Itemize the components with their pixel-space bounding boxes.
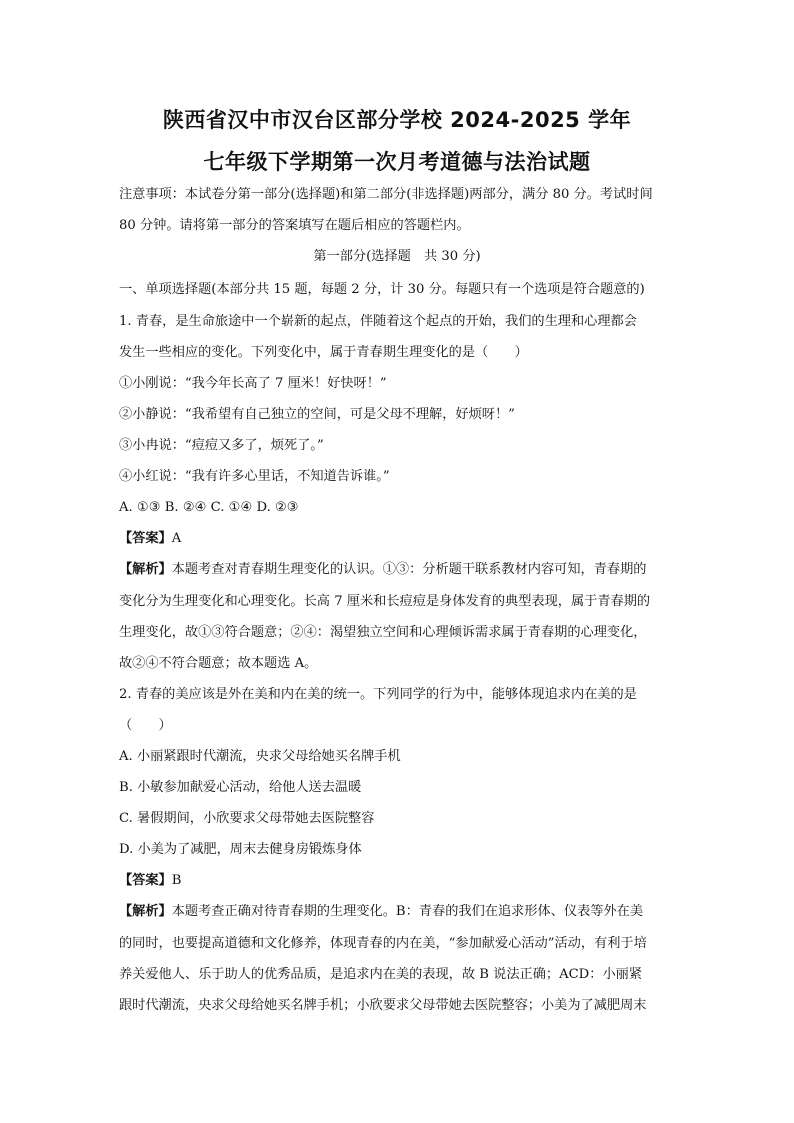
q1-analysis-text-1: 本题考查对青春期生理变化的认识。①③：分析题干联系教材内容可知，青春期的 bbox=[171, 562, 647, 577]
q1-analysis-line1 bbox=[119, 561, 679, 579]
q2-analysis-line3: 养关爱他人、乐于助人的优秀品质，是追求内在美的表现，故 B 说法正确；ACD：小丽紧 bbox=[119, 967, 643, 982]
q1-options: A. ①③ B. ②④ C. ①④ D. ②③ bbox=[119, 500, 299, 515]
q1-stem-line1: 1. 青春，是生命旅途中一个崭新的起点，伴随着这个起点的开始，我们的生理和心理都会 bbox=[119, 314, 637, 329]
q2-option-c: C. 暑假期间，小欣要求父母带她去医院整容 bbox=[119, 811, 375, 826]
q2-analysis-label: 【解析】 bbox=[119, 904, 172, 919]
q2-analysis-line2: 的同时，也要提高道德和文化修养，体现青春的内在美，“参加献爱心活动”活动，有利于培 bbox=[119, 936, 647, 951]
q1-answer-label: 【答案】 bbox=[119, 531, 172, 546]
q1-item-2: ②小静说：“我希望有自己独立的空间，可是父母不理解，好烦呀！” bbox=[119, 407, 515, 422]
q2-analysis-line4: 跟时代潮流，央求父母给她买名牌手机；小欣要求父母带她去医院整容；小美为了减肥周末 bbox=[119, 998, 647, 1013]
q2-analysis-line1 bbox=[119, 903, 679, 921]
part1-heading: 第一部分(选择题 共 30 分) bbox=[313, 249, 481, 264]
q1-answer bbox=[119, 530, 679, 548]
q2-stem-line1: 2. 青春的美应该是外在美和内在美的统一。下列同学的行为中，能够体现追求内在美的是 bbox=[119, 687, 637, 702]
q2-option-b: B. 小敏参加献爱心活动，给他人送去温暖 bbox=[119, 780, 362, 795]
q1-analysis-line2: 变化分为生理变化和心理变化。长高 7 厘米和长痘痘是身体发育的典型表现，属于青春期的 bbox=[119, 594, 651, 609]
exam-title-line2: 七年级下学期第一次月考道德与法治试题 bbox=[203, 150, 591, 174]
q1-item-4: ④小红说：“我有许多心里话，不知道告诉谁。” bbox=[119, 469, 390, 484]
q1-answer-value: A bbox=[171, 531, 182, 546]
exam-title-line1: 陕西省汉中市汉台区部分学校 2024-2025 学年 bbox=[162, 108, 632, 132]
q2-stem-line2: （ ） bbox=[119, 718, 172, 733]
q2-answer bbox=[119, 872, 679, 890]
q2-answer-label: 【答案】 bbox=[119, 873, 172, 888]
q1-stem-line2: 发生一些相应的变化。下列变化中，属于青春期生理变化的是（ ） bbox=[119, 345, 528, 360]
section1-heading: 一、单项选择题(本部分共 15 题，每题 2 分，计 30 分。每题只有一个选项是符合题意的) bbox=[119, 282, 645, 297]
q1-item-3: ③小冉说：“痘痘又多了，烦死了。” bbox=[119, 438, 324, 453]
q2-answer-value: B bbox=[171, 873, 182, 888]
notice-line2: 80 分钟。请将第一部分的答案填写在题后相应的答题栏内。 bbox=[119, 218, 470, 233]
q1-item-1: ①小刚说：“我今年长高了 7 厘米！好快呀！” bbox=[119, 376, 387, 391]
q1-analysis-label: 【解析】 bbox=[119, 562, 172, 577]
q2-analysis-text-1: 本题考查正确对待青春期的生理变化。B：青春的我们在追求形体、仪表等外在美 bbox=[171, 904, 644, 919]
q2-option-d: D. 小美为了减肥，周末去健身房锻炼身体 bbox=[119, 842, 362, 857]
q1-analysis-line4: 故②④不符合题意；故本题选 A。 bbox=[119, 656, 318, 671]
q2-option-a: A. 小丽紧跟时代潮流，央求父母给她买名牌手机 bbox=[119, 749, 401, 764]
q1-analysis-line3: 生理变化，故①③符合题意；②④：渴望独立空间和心理倾诉需求属于青春期的心理变化， bbox=[119, 625, 647, 640]
notice-line1: 注意事项：本试卷分第一部分(选择题)和第二部分(非选择题)两部分，满分 80 分。考试时间 bbox=[119, 187, 653, 202]
